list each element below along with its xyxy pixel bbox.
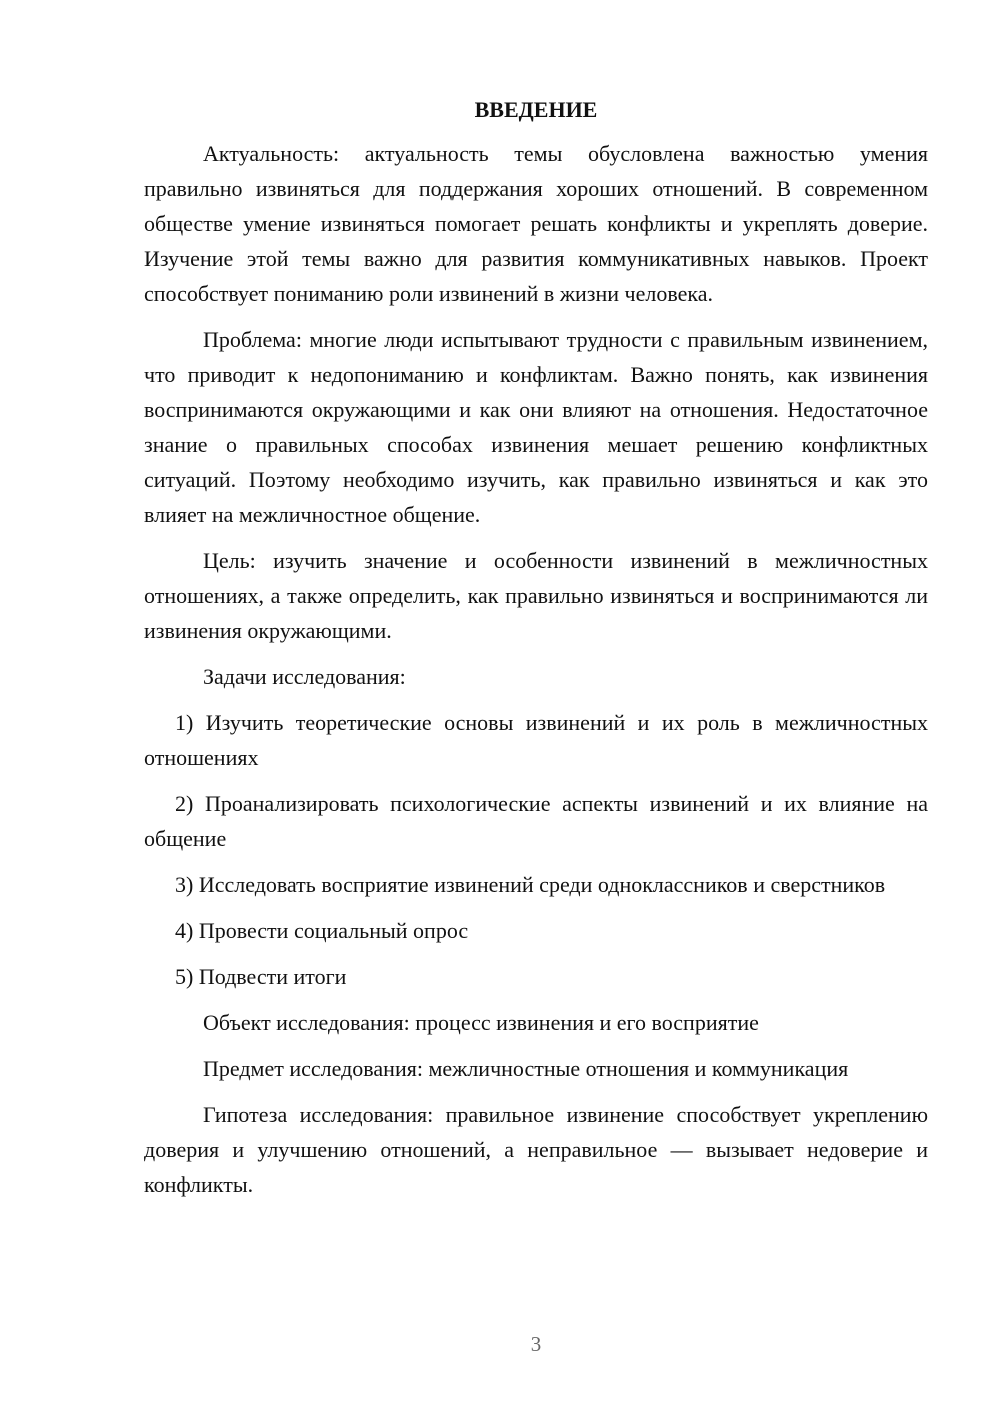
task-item: 2) Проанализировать психологические аспекты извинений и их влияние на общение bbox=[144, 791, 928, 851]
task-item: 3) Исследовать восприятие извинений среди одноклассников и сверстников bbox=[175, 872, 886, 897]
task-item: 4) Провести социальный опрос bbox=[175, 918, 469, 943]
paragraph-relevance: Актуальность: актуальность темы обусловлена важностью умения правильно извиняться для поддержания хороших отношений. В современном обществе умение извиняться помогает решать конфликты и укреплять доверие. Изучение этой темы важно для развития коммуникативных навыков. Проект способствует пониманию роли извинений в жизни человека. bbox=[144, 141, 928, 306]
paragraph-object: Объект исследования: процесс извинения и его восприятие bbox=[203, 1010, 759, 1035]
document-page bbox=[144, 94, 928, 1213]
tasks-heading: Задачи исследования: bbox=[203, 664, 406, 689]
task-item: 5) Подвести итоги bbox=[175, 964, 347, 989]
paragraph-subject: Предмет исследования: межличностные отношения и коммуникация bbox=[203, 1056, 849, 1081]
paragraph-problem: Проблема: многие люди испытывают трудности с правильным извинением, что приводит к недопониманию и конфликтам. Важно понять, как извинения воспринимаются окружающими и как они влияют на отношения. Недостаточное знание о правильных способах извинения мешает решению конфликтных ситуаций. Поэтому необходимо изучить, как правильно извиняться и как это влияет на межличностное общение. bbox=[144, 327, 928, 527]
page-title: ВВЕДЕНИЕ bbox=[474, 97, 598, 122]
paragraph-goal: Цель: изучить значение и особенности извинений в межличностных отношениях, а также определить, как правильно извиняться и воспринимаются ли извинения окружающими. bbox=[144, 548, 928, 643]
page-number: 3 bbox=[530, 1332, 542, 1356]
paragraph-hypothesis: Гипотеза исследования: правильное извинение способствует укреплению доверия и улучшению отношений, а неправильное — вызывает недоверие и конфликты. bbox=[144, 1102, 928, 1197]
task-item: 1) Изучить теоретические основы извинений и их роль в межличностных отношениях bbox=[144, 710, 928, 770]
